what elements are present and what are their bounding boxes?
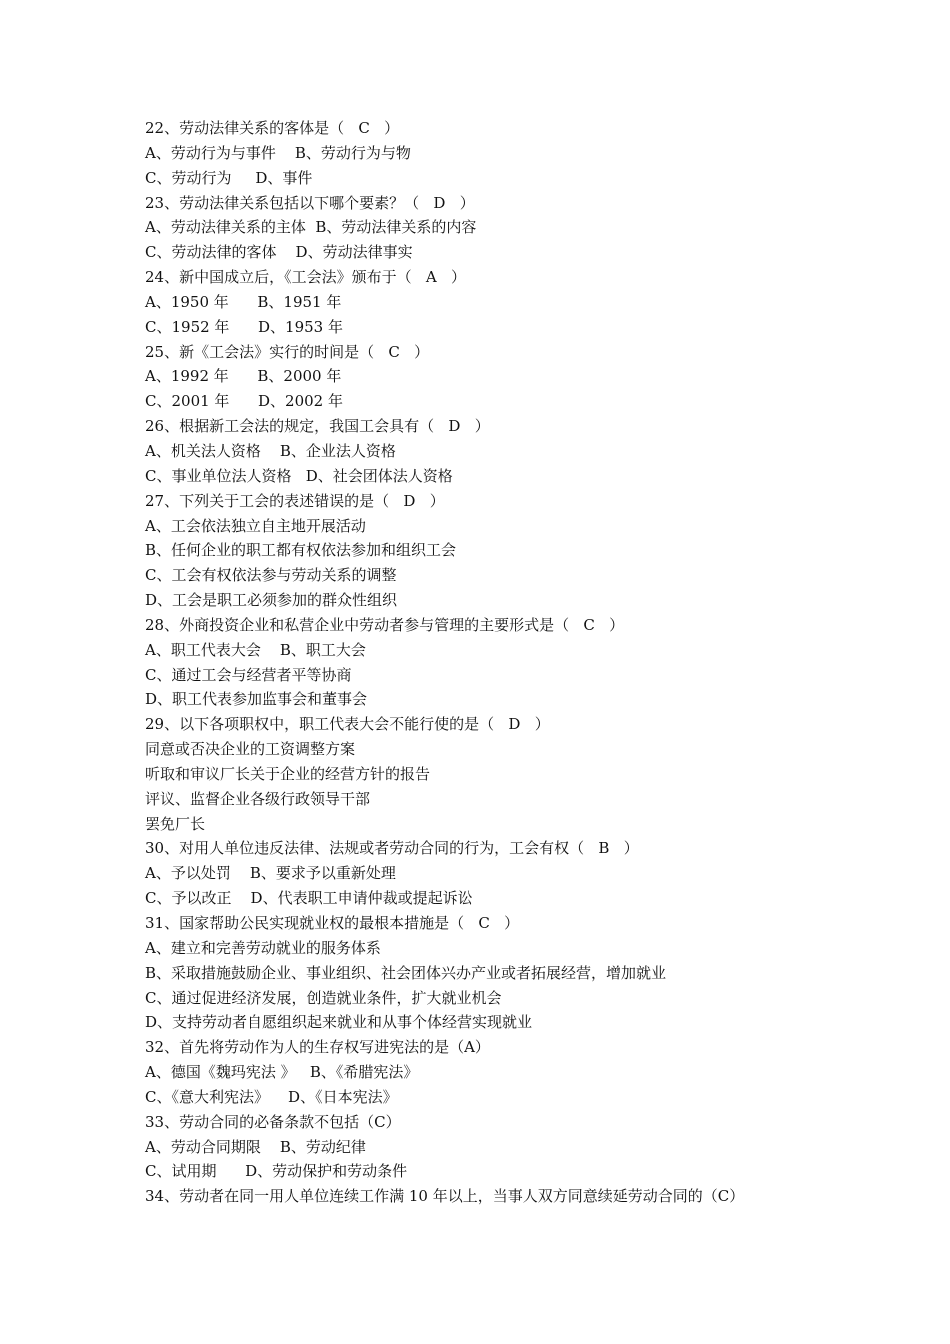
text-line: A、职工代表大会 B、职工大会 bbox=[145, 640, 366, 659]
text-line: 听取和审议厂长关于企业的经营方针的报告 bbox=[145, 764, 431, 783]
text-line: A、予以处罚 B、要求予以重新处理 bbox=[145, 864, 396, 883]
text-line: C、劳动行为 D、事件 bbox=[145, 168, 313, 187]
text-line: C、通过工会与经营者平等协商 bbox=[145, 665, 352, 684]
text-line: 25、新《工会法》实行的时间是（ C ） bbox=[145, 342, 430, 361]
text-line: 31、国家帮助公民实现就业权的最根本措施是（ C ） bbox=[145, 914, 520, 932]
text-line: D、支持劳动者自愿组织起来就业和从事个体经营实现就业 bbox=[145, 1013, 533, 1032]
text-line: 24、新中国成立后，《工会法》颁布于（ A ） bbox=[145, 268, 467, 287]
text-line: A、建立和完善劳动就业的服务体系 bbox=[145, 938, 381, 957]
text-line: 22、劳动法律关系的客体是（ C ） bbox=[145, 119, 400, 137]
text-line: A、劳动合同期限 B、劳动纪律 bbox=[145, 1137, 366, 1156]
text-line: 评议、监督企业各级行政领导干部 bbox=[145, 789, 371, 808]
text-line: D、职工代表参加监事会和董事会 bbox=[145, 690, 368, 709]
text-line: 28、外商投资企业和私营企业中劳动者参与管理的主要形式是（ C ） bbox=[145, 615, 625, 634]
text-line: B、采取措施鼓励企业、事业组织、社会团体兴办产业或者拓展经营，增加就业 bbox=[145, 963, 667, 982]
text-line: 23、劳动法律关系包括以下哪个要素？（ D ） bbox=[145, 193, 475, 212]
text-line: C、通过促进经济发展，创造就业条件，扩大就业机会 bbox=[145, 988, 502, 1007]
question-list bbox=[145, 116, 925, 1209]
text-line: 30、对用人单位违反法律、法规或者劳动合同的行为，工会有权（ B ） bbox=[145, 839, 639, 858]
text-line: A、德国《魏玛宪法 》 B、《希腊宪法》 bbox=[145, 1063, 419, 1082]
text-line: C、试用期 D、劳动保护和劳动条件 bbox=[145, 1162, 408, 1181]
text-line: 32、首先将劳动作为人的生存权写进宪法的是（A） bbox=[145, 1038, 490, 1057]
text-line: C、《意大利宪法》 D、《日本宪法》 bbox=[145, 1087, 398, 1106]
text-line: C、事业单位法人资格 D、社会团体法人资格 bbox=[145, 466, 453, 485]
text-line: 29、以下各项职权中，职工代表大会不能行使的是（ D ） bbox=[145, 715, 550, 734]
text-line: 同意或否决企业的工资调整方案 bbox=[145, 740, 356, 759]
text-line: C、劳动法律的客体 D、劳动法律事实 bbox=[145, 243, 413, 262]
text-line: 27、下列关于工会的表述错误的是（ D ） bbox=[145, 491, 445, 510]
text-line: A、劳动行为与事件 B、劳动行为与物 bbox=[145, 143, 411, 162]
text-line: D、工会是职工必须参加的群众性组织 bbox=[145, 591, 398, 610]
text-line: C、1952 年 D、1953 年 bbox=[145, 317, 343, 336]
text-line: A、1992 年 B、2000 年 bbox=[145, 367, 342, 386]
text-line: 罢免厂长 bbox=[145, 814, 206, 833]
text-line: A、劳动法律关系的主体 B、劳动法律关系的内容 bbox=[145, 218, 477, 237]
text-line: C、工会有权依法参与劳动关系的调整 bbox=[145, 566, 397, 585]
text-line: A、机关法人资格 B、企业法人资格 bbox=[145, 441, 396, 460]
text-line: A、1950 年 B、1951 年 bbox=[145, 292, 342, 311]
text-line: 34、劳动者在同一用人单位连续工作满 10 年以上，当事人双方同意续延劳动合同的（C） bbox=[145, 1187, 745, 1206]
text-line: 33、劳动合同的必备条款不包括（C） bbox=[145, 1112, 401, 1131]
text-line: 26、根据新工会法的规定，我国工会具有（ D ） bbox=[145, 417, 490, 436]
text-line: B、任何企业的职工都有权依法参加和组织工会 bbox=[145, 541, 457, 560]
text-line: C、予以改正 D、代表职工申请仲裁或提起诉讼 bbox=[145, 889, 473, 908]
text-line: A、工会依法独立自主地开展活动 bbox=[145, 516, 366, 535]
text-line: C、2001 年 D、2002 年 bbox=[145, 392, 343, 411]
